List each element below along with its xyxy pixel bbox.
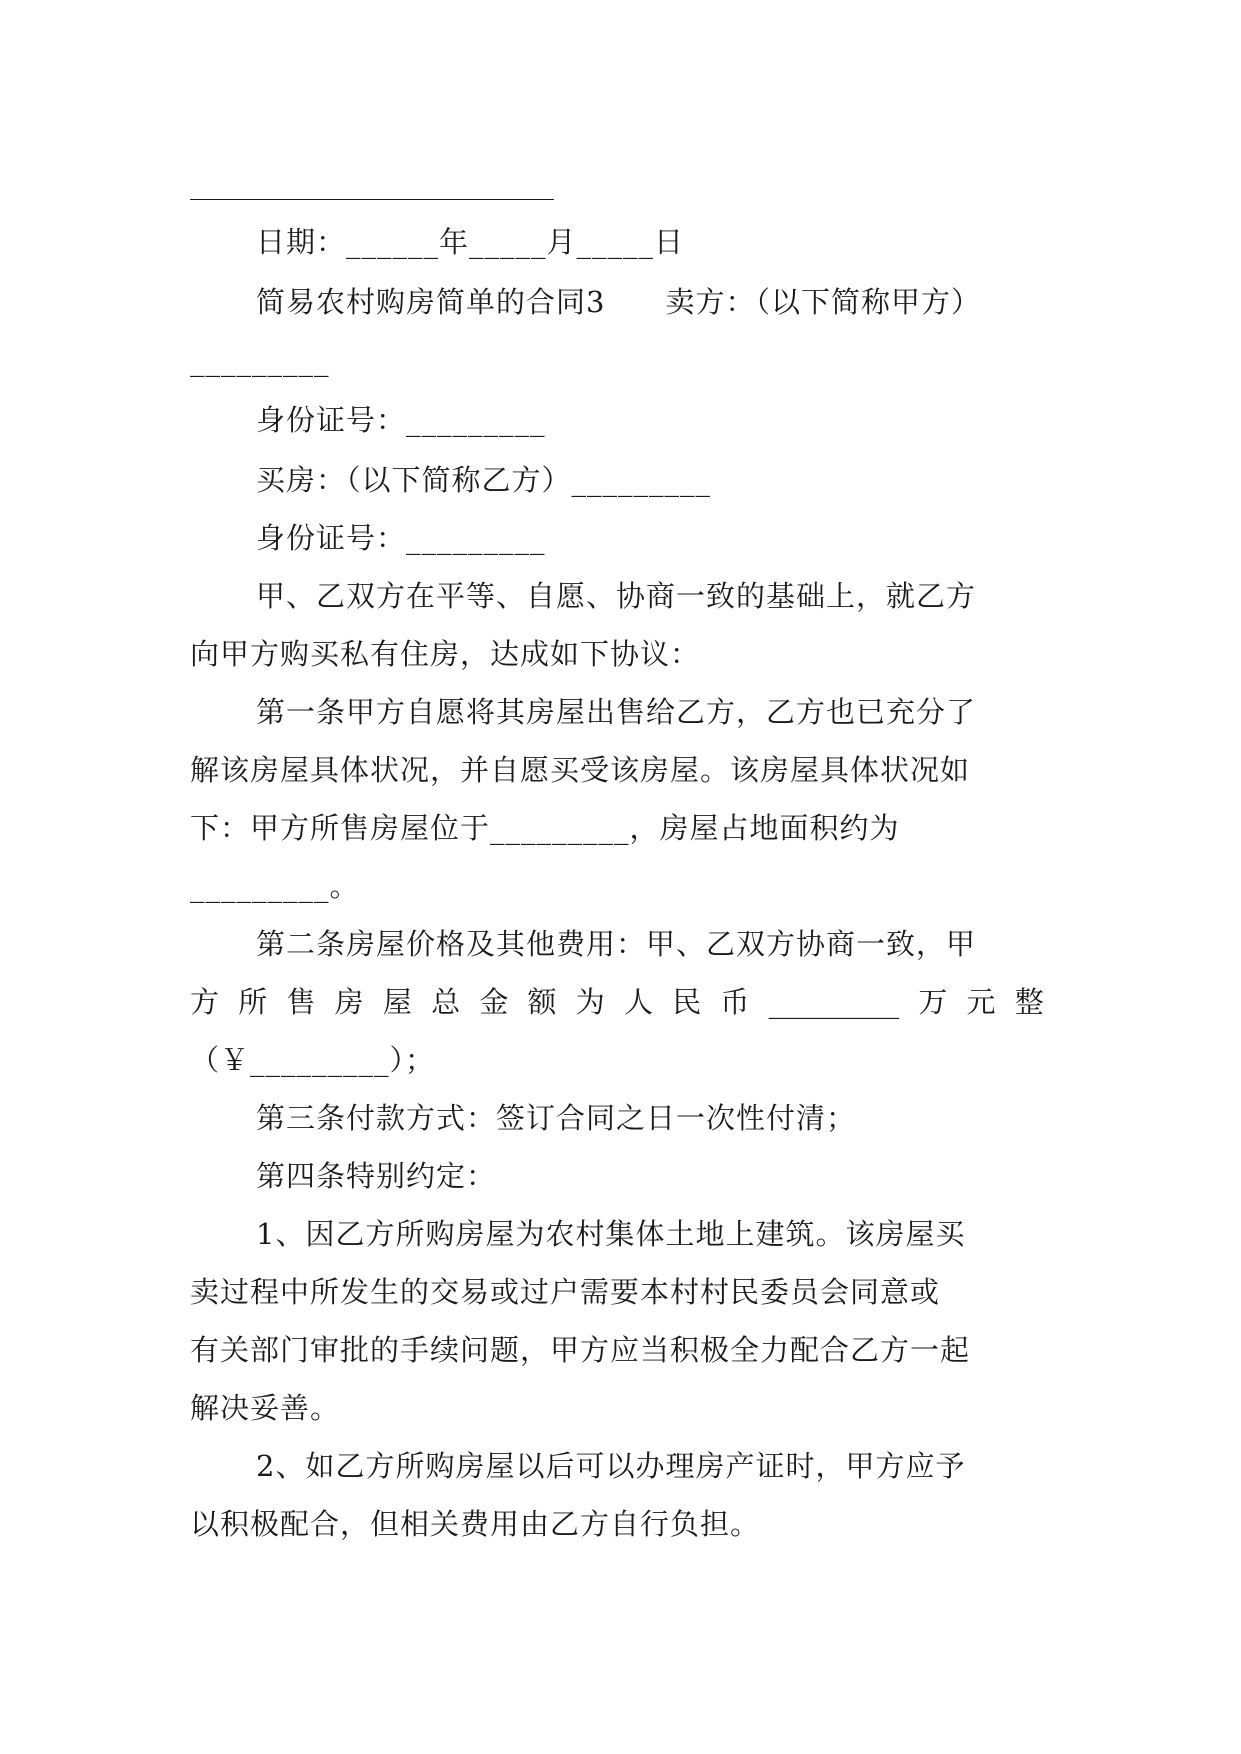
price-part: 元 <box>966 985 996 1019</box>
clause-1-line-3: 有关部门审批的手续问题，甲方应当积极全力配合乙方一起 <box>190 1333 971 1367</box>
article-3-line: 第三条付款方式：签订合同之日一次性付清； <box>256 1101 857 1135</box>
clause-2-line-2: 以积极配合，但相关费用由乙方自行负担。 <box>190 1507 761 1541</box>
price-part: 售 <box>286 985 316 1019</box>
buyer-line: 买房：（以下简称乙方）_________ <box>256 463 712 497</box>
price-blank: _________ <box>768 985 900 1019</box>
article-2-line-1: 第二条房屋价格及其他费用：甲、乙双方协商一致，甲 <box>256 927 977 961</box>
price-part: 方 <box>190 985 220 1019</box>
clause-1-line-2: 卖过程中所发生的交易或过户需要本村村民委员会同意或 <box>190 1275 941 1309</box>
article-1-line-1: 第一条甲方自愿将其房屋出售给乙方，乙方也已充分了 <box>256 695 977 729</box>
buyer-id-line: 身份证号：_________ <box>256 521 546 555</box>
intro-paragraph-line-2: 向甲方购买私有住房，达成如下协议： <box>190 637 701 671</box>
price-part: 为 <box>575 985 605 1019</box>
article-4-heading: 第四条特别约定： <box>256 1159 497 1193</box>
article-2-price-line <box>190 982 1044 1022</box>
price-part: 额 <box>527 985 557 1019</box>
price-part: 万 <box>918 985 948 1019</box>
title-seller-line: 简易农村购房简单的合同3 卖方：（以下简称甲方） <box>256 285 981 319</box>
article-2-line-3: （￥_________）； <box>190 1043 436 1077</box>
seller-blank: _________ <box>190 343 330 377</box>
top-underline <box>190 199 554 200</box>
price-part: 屋 <box>382 985 412 1019</box>
price-part: 所 <box>238 985 268 1019</box>
price-part: 金 <box>479 985 509 1019</box>
article-1-line-4: _________。 <box>190 869 360 903</box>
price-part: 人 <box>623 985 653 1019</box>
clause-1-line-1: 1、因乙方所购房屋为农村集体土地上建筑。该房屋买 <box>256 1217 966 1251</box>
clause-2-line-1: 2、如乙方所购房屋以后可以办理房产证时，甲方应予 <box>256 1449 966 1483</box>
clause-1-line-4: 解决妥善。 <box>190 1391 341 1425</box>
intro-paragraph-line-1: 甲、乙双方在平等、自愿、协商一致的基础上，就乙方 <box>256 579 977 613</box>
price-part: 房 <box>334 985 364 1019</box>
article-1-line-2: 解该房屋具体状况，并自愿买受该房屋。该房屋具体状况如 <box>190 753 971 787</box>
date-line: 日期：______年_____月_____日 <box>256 225 685 259</box>
price-part: 币 <box>720 985 750 1019</box>
article-1-line-3: 下：甲方所售房屋位于_________，房屋占地面积约为 <box>190 811 900 845</box>
price-part: 民 <box>672 985 702 1019</box>
price-part: 整 <box>1014 985 1044 1019</box>
seller-id-line: 身份证号：_________ <box>256 403 546 437</box>
price-part: 总 <box>431 985 461 1019</box>
